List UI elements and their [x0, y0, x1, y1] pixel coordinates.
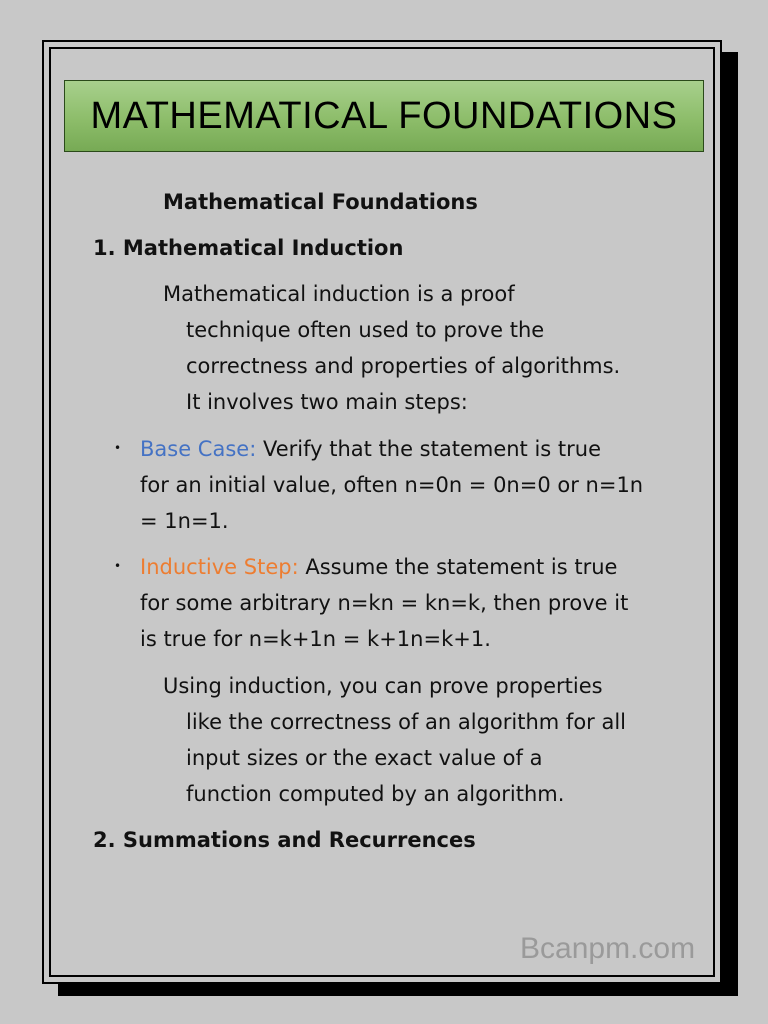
inductive-step-line: is true for n=k+1n = k+1n=k+1.: [140, 627, 491, 651]
intro-line: Mathematical induction is a proof: [163, 282, 515, 306]
inductive-step-label: Inductive Step:: [140, 555, 299, 579]
page-title: MATHEMATICAL FOUNDATIONS: [90, 94, 678, 137]
intro-line: It involves two main steps:: [186, 390, 468, 414]
outro-paragraph: [163, 668, 626, 812]
intro-paragraph: [163, 276, 620, 420]
bullet-inductive-step: [140, 549, 628, 657]
base-case-line: = 1n=1.: [140, 509, 229, 533]
watermark: Bcanpm.com: [520, 932, 696, 965]
base-case-text: Verify that the statement is true: [256, 437, 602, 461]
inductive-step-line: for some arbitrary n=kn = kn=k, then prove it: [140, 591, 629, 615]
intro-line: correctness and properties of algorithms.: [186, 354, 621, 378]
section-heading-induction: 1. Mathematical Induction: [93, 236, 404, 260]
bullet-icon: •: [114, 559, 122, 573]
bullet-icon: •: [114, 441, 122, 455]
inductive-step-text: Assume the statement is true: [298, 555, 618, 579]
base-case-label: Base Case:: [140, 437, 257, 461]
intro-line: technique often used to prove the: [186, 318, 545, 342]
subtitle: Mathematical Foundations: [163, 190, 478, 214]
section-heading-summations: 2. Summations and Recurrences: [93, 828, 476, 852]
base-case-line: for an initial value, often n=0n = 0n=0 or n=1n: [140, 473, 644, 497]
outro-line: input sizes or the exact value of a: [186, 746, 543, 770]
outro-line: Using induction, you can prove properties: [163, 674, 603, 698]
title-banner: [64, 80, 704, 152]
outro-line: like the correctness of an algorithm for all: [186, 710, 627, 734]
outro-line: function computed by an algorithm.: [186, 782, 565, 806]
bullet-base-case: [140, 431, 643, 539]
